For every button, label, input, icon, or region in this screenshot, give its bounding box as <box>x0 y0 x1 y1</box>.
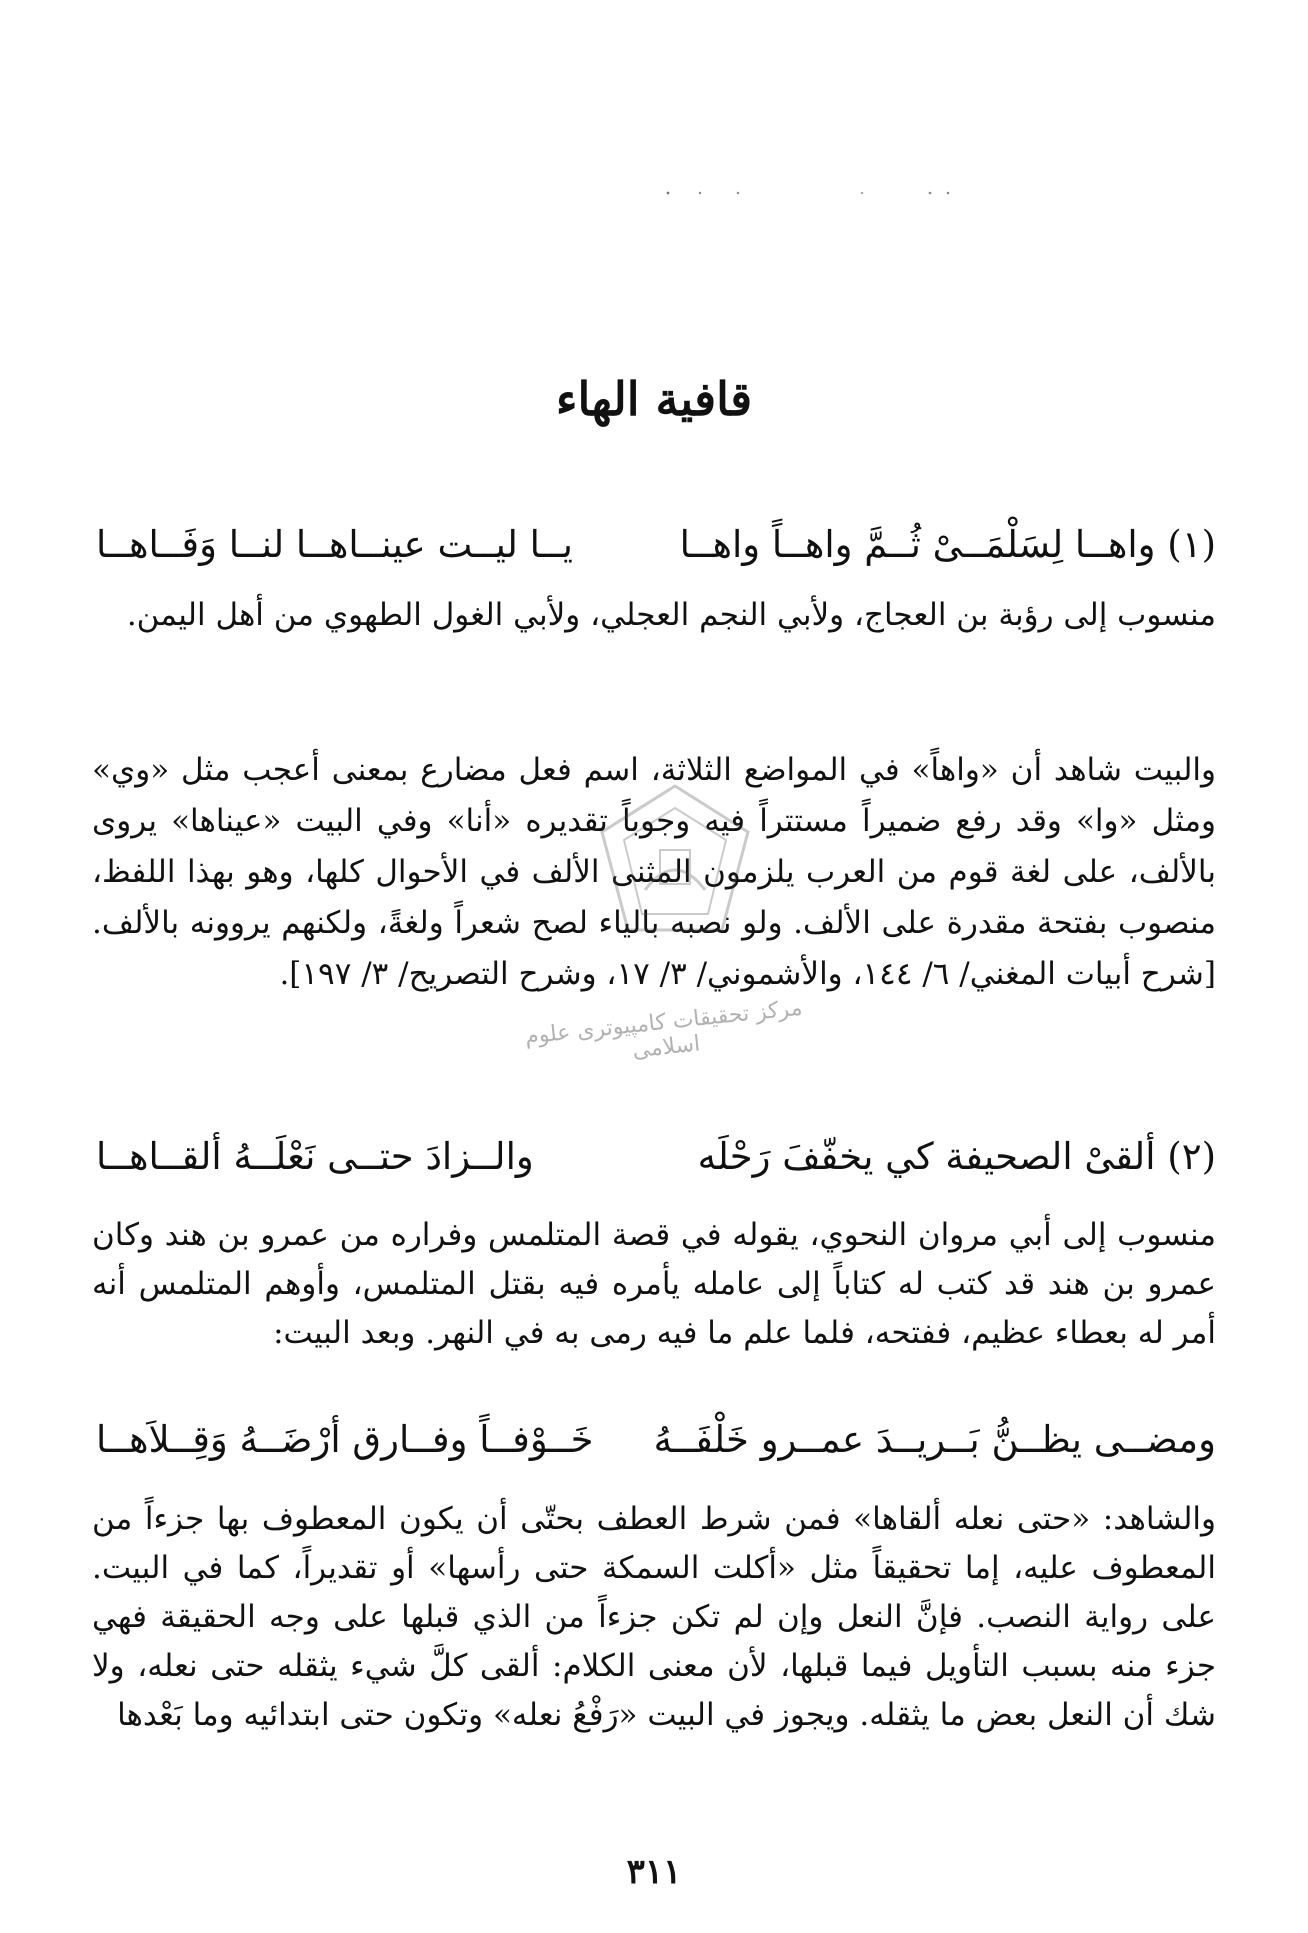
verse-1-commentary: والبيت شاهد أن «واهاً» في المواضع الثلاثة، اسم فعل مضارع بمعنى أعجب مثل «وي» ومثل «وا» وقد رفع ضميراً مستتراً فيه وجوباً تقديره «أنا» وفي البيت «عيناها» يروى بالألف، على لغة قوم من العرب يلزمون المثنى الألف في الأحوال كلها، وهو بهذا اللفظ، منصوب بفتحة مقدرة على الألف. ولو نصبه بالياء لصح شعراً ولغةً، ولكنهم يروونه بالألف. [شرح أبيات المغني/ ٦/ ١٤٤، والأشموني/ ٣/ ١٧، وشرح التصريح/ ٣/ ١٩٧]. <box>92 752 1216 992</box>
scan-dots <box>0 183 1308 203</box>
verse-2-second-half: والــزادَ حتــى نَعْلَــهُ ألقــاهــا <box>96 1135 534 1178</box>
watermark-text: مرکز تحقیقات کامپیوتری علوم اسلامی <box>523 995 804 1064</box>
verse-2-first-half: (٢) ألقىْ الصحيفة كي يخفّفَ رَحْلَه <box>697 1135 1216 1178</box>
verse-1-attribution: منسوب إلى رؤبة بن العجاج، ولأبي النجم العجلي، ولأبي الغول الطهوي من أهل اليمن. <box>126 597 1216 633</box>
verse-1-first-half: (١) واهــا لِسَلْمَــىْ ثُــمَّ واهــاً واهــا <box>679 523 1216 566</box>
verse-1-second-half: يــا ليــت عينــاهــا لنــا وَفَــاهــا <box>96 523 573 566</box>
verse-2-commentary: والشاهد: «حتى نعله ألقاها» فمن شرط العطف بحتّى أن يكون المعطوف بها جزءاً من المعطوف عليه، إما تحقيقاً مثل «أكلت السمكة حتى رأسها» أو تقديراً، كما في البيت. على رواية النصب. فإنَّ النعل وإن لم تكن جزءاً من الذي قبلها على وجه الحقيقة فهي جزء منه بسبب التأويل فيما قبلها، لأن معنى الكلام: ألقى كلَّ شيء يثقله حتى نعله، ولا شك أن النعل بعض ما يثقله. ويجوز في البيت «رَفْعُ نعله» وتكون حتى ابتدائيه وما بَعْدها <box>92 1501 1216 1733</box>
watermark-logo <box>590 780 760 950</box>
verse-2 <box>96 1127 1216 1187</box>
verse-2-attribution: منسوب إلى أبي مروان النحوي، يقوله في قصة المتلمس وفراره من عمرو بن هند وكان عمرو بن هند قد كتب له كتاباً إلى عامله يأمره فيه بقتل المتلمس، وأوهم المتلمس أنه أمر له بعطاء عظيم، ففتحه، فلما علم ما فيه رمى به في النهر. وبعد البيت: <box>92 1217 1216 1351</box>
page-number: ٣١١ <box>626 1852 682 1892</box>
following-verse-second-half: خَــوْفــاً وفــارق أرْضَــهُ وَقِــلاَهــا <box>96 1418 594 1461</box>
following-verse-first-half: ومضــى يظــنُّ بَــريــدَ عمــرو خَلْفَــهُ <box>653 1418 1216 1461</box>
page-title: قافية الهاء <box>555 371 753 426</box>
following-verse <box>96 1410 1216 1470</box>
verse-1 <box>96 515 1216 575</box>
